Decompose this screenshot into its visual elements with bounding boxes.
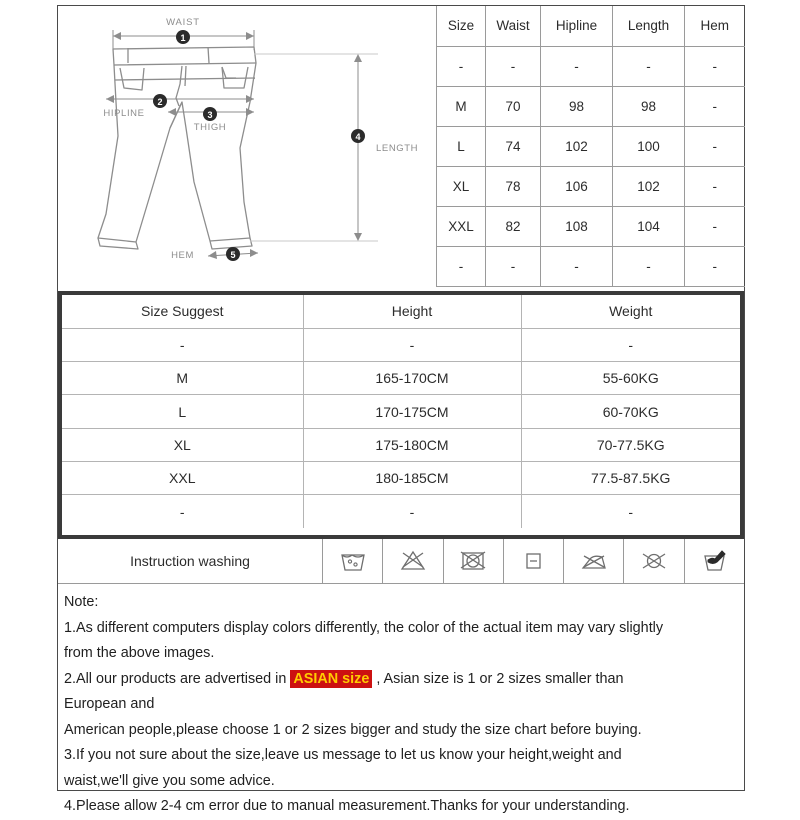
cell-hipline: 98: [541, 86, 613, 126]
cell-size-suggest: XXL: [62, 461, 303, 494]
cell-length: -: [613, 246, 685, 286]
diagram-label-length: LENGTH: [376, 143, 419, 154]
table-row: [62, 362, 740, 395]
cell-waist: -: [486, 46, 541, 86]
washing-icon-group: [323, 539, 744, 583]
cell-height: 170-175CM: [303, 395, 521, 428]
col-header-length: Length: [613, 6, 685, 46]
note-line-2-pre: 2.All our products are advertised in: [64, 670, 291, 687]
cell-hipline: 102: [541, 126, 613, 166]
cell-length: 98: [613, 86, 685, 126]
svg-text:4: 4: [355, 131, 361, 142]
cell-height: 180-185CM: [303, 461, 521, 494]
cell-hem: -: [685, 86, 745, 126]
note-section: [58, 584, 744, 814]
dry-flat-icon: [504, 539, 564, 583]
svg-text:2: 2: [157, 96, 163, 107]
cell-hipline: -: [541, 46, 613, 86]
size-suggest-table: [58, 291, 744, 539]
col-header-hipline: Hipline: [541, 6, 613, 46]
cell-height: 165-170CM: [303, 362, 521, 395]
note-line-2b: European and: [64, 696, 155, 712]
diagram-label-waist: WAIST: [166, 17, 200, 28]
cell-weight: -: [521, 328, 740, 361]
note-line-1b: from the above images.: [64, 645, 215, 661]
table-row: [437, 86, 745, 126]
table-row: [62, 461, 740, 494]
chart-outer-frame: [57, 5, 745, 814]
cell-size-suggest: -: [62, 495, 303, 528]
cell-length: -: [613, 46, 685, 86]
table-row: [437, 206, 745, 246]
cell-size: -: [437, 246, 486, 286]
diagram-label-hem: HEM: [171, 250, 194, 261]
col-header-height: Height: [303, 295, 521, 328]
cell-weight: 55-60KG: [521, 362, 740, 395]
washing-instruction-label: Instruction washing: [58, 539, 323, 583]
cell-size-suggest: XL: [62, 428, 303, 461]
table-row: [62, 395, 740, 428]
cell-size-suggest: M: [62, 362, 303, 395]
cell-size: XL: [437, 166, 486, 206]
cell-hipline: -: [541, 246, 613, 286]
svg-text:1: 1: [180, 32, 186, 43]
asian-size-highlight: ASIAN size: [290, 670, 372, 688]
cell-height: -: [303, 495, 521, 528]
cell-weight: 70-77.5KG: [521, 428, 740, 461]
table-row: [437, 246, 745, 286]
machine-wash-icon: [323, 539, 383, 583]
note-line-3a: 3.If you not sure about the size,leave us message to let us know your height,weight and: [64, 747, 622, 763]
col-header-size-suggest: Size Suggest: [62, 295, 303, 328]
cell-waist: 74: [486, 126, 541, 166]
cell-weight: 60-70KG: [521, 395, 740, 428]
note-line-4: 4.Please allow 2-4 cm error due to manual measurement.Thanks for your understanding.: [64, 798, 630, 814]
col-header-waist: Waist: [486, 6, 541, 46]
cell-waist: 82: [486, 206, 541, 246]
hand-wash-icon: [685, 539, 744, 583]
table-row: [437, 166, 745, 206]
cell-size: -: [437, 46, 486, 86]
cell-weight: 77.5-87.5KG: [521, 461, 740, 494]
table-header-row: [437, 6, 745, 46]
table-header-row: [62, 295, 740, 328]
do-not-iron-icon: [564, 539, 624, 583]
cell-waist: -: [486, 246, 541, 286]
cell-length: 100: [613, 126, 685, 166]
cell-size-suggest: L: [62, 395, 303, 428]
table-row: [437, 126, 745, 166]
cell-size: M: [437, 86, 486, 126]
cell-hipline: 106: [541, 166, 613, 206]
cell-height: -: [303, 328, 521, 361]
table-row: [62, 495, 740, 528]
col-header-hem: Hem: [685, 6, 745, 46]
cell-hem: -: [685, 46, 745, 86]
cell-hem: -: [685, 206, 745, 246]
note-line-2-post: , Asian size is 1 or 2 sizes smaller than: [372, 670, 624, 687]
col-header-weight: Weight: [521, 295, 740, 328]
top-section: [58, 6, 744, 291]
note-line-2c: American people,please choose 1 or 2 sizes bigger and study the size chart before buying.: [64, 721, 642, 738]
diagram-label-hipline: HIPLINE: [103, 108, 145, 119]
cell-hipline: 108: [541, 206, 613, 246]
cell-height: 175-180CM: [303, 428, 521, 461]
cell-size-suggest: -: [62, 328, 303, 361]
cell-length: 102: [613, 166, 685, 206]
do-not-tumble-dry-icon: [444, 539, 504, 583]
cell-hem: -: [685, 126, 745, 166]
cell-hem: -: [685, 246, 745, 286]
cell-weight: -: [521, 495, 740, 528]
cell-length: 104: [613, 206, 685, 246]
note-title: Note:: [64, 594, 99, 610]
size-measurement-table: [436, 6, 744, 291]
pants-measurement-diagram: [58, 6, 436, 291]
svg-text:3: 3: [207, 109, 213, 120]
note-line-1a: 1.As different computers display colors differently, the color of the actual item may vary slightly: [64, 619, 664, 636]
note-line-3b: waist,we'll give you some advice.: [64, 772, 275, 789]
table-row: [62, 428, 740, 461]
do-not-bleach-icon: [383, 539, 443, 583]
cell-waist: 70: [486, 86, 541, 126]
note-line-2: [64, 667, 736, 693]
cell-waist: 78: [486, 166, 541, 206]
table-row: [62, 328, 740, 361]
table-row: [437, 46, 745, 86]
col-header-size: Size: [437, 6, 486, 46]
washing-instruction-row: [58, 539, 744, 584]
cell-size: XXL: [437, 206, 486, 246]
cell-size: L: [437, 126, 486, 166]
cell-hem: -: [685, 166, 745, 206]
do-not-dry-clean-icon: [624, 539, 684, 583]
svg-text:5: 5: [230, 249, 236, 260]
diagram-label-thigh: THIGH: [193, 122, 227, 133]
